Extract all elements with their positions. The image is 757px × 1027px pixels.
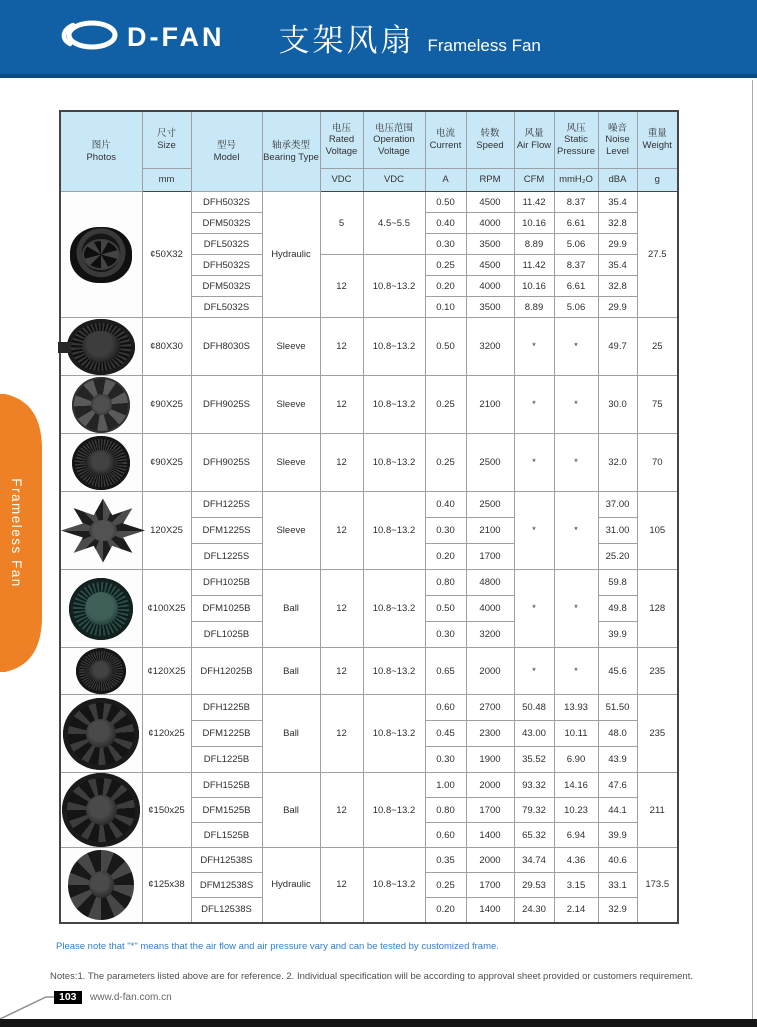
air-flow-cell: 29.53: [514, 873, 554, 898]
speed-cell: 1700: [466, 873, 514, 898]
speed-cell: 2000: [466, 848, 514, 873]
air-flow-cell: 8.89: [514, 234, 554, 255]
size-cell: ¢100X25: [142, 570, 191, 648]
size-cell: 120X25: [142, 492, 191, 570]
operation-voltage-cell: 10.8~13.2: [363, 376, 425, 434]
weight-cell: 70: [637, 434, 678, 492]
operation-voltage-cell: 10.8~13.2: [363, 318, 425, 376]
current-cell: 0.60: [425, 695, 466, 721]
logo-swoosh-icon: [60, 17, 120, 58]
air-flow-cell: 11.42: [514, 255, 554, 276]
current-cell: 0.30: [425, 747, 466, 773]
size-cell: ¢120X25: [142, 648, 191, 695]
speed-cell: 2700: [466, 695, 514, 721]
current-cell: 0.65: [425, 648, 466, 695]
model-cell: DFH1525B: [191, 773, 262, 798]
static-pressure-cell: 4.36: [554, 848, 598, 873]
air-flow-cell: 10.16: [514, 276, 554, 297]
col-speed: 转数 Speed: [466, 111, 514, 169]
static-pressure-cell: *: [554, 570, 598, 648]
size-cell: ¢90X25: [142, 376, 191, 434]
static-pressure-cell: 14.16: [554, 773, 598, 798]
noise-cell: 32.9: [598, 898, 637, 923]
bearing-cell: Ball: [262, 648, 320, 695]
col-operation-voltage: 电压范围 Operation Voltage: [363, 111, 425, 169]
fan-photo-cell: [60, 376, 142, 434]
size-cell: ¢150x25: [142, 773, 191, 848]
bearing-cell: Hydraulic: [262, 848, 320, 923]
speed-cell: 2000: [466, 648, 514, 695]
current-cell: 0.80: [425, 798, 466, 823]
model-cell: DFH9025S: [191, 376, 262, 434]
noise-cell: 39.9: [598, 823, 637, 848]
static-pressure-cell: *: [554, 434, 598, 492]
weight-cell: 173.5: [637, 848, 678, 923]
current-cell: 1.00: [425, 773, 466, 798]
col-noise-level: 噪音 Noise Level: [598, 111, 637, 169]
unit-rpm: RPM: [466, 169, 514, 192]
current-cell: 0.25: [425, 873, 466, 898]
speed-cell: 2500: [466, 434, 514, 492]
speed-cell: 3200: [466, 318, 514, 376]
round-ribbed-fan-photo: [72, 436, 130, 490]
col-current: 电流 Current: [425, 111, 466, 169]
speed-cell: 4000: [466, 596, 514, 622]
noise-cell: 43.9: [598, 747, 637, 773]
speed-cell: 2100: [466, 376, 514, 434]
static-pressure-cell: 6.61: [554, 213, 598, 234]
air-flow-cell: *: [514, 434, 554, 492]
fan-photo-cell: [60, 192, 142, 318]
current-cell: 0.10: [425, 297, 466, 318]
website-url: www.d-fan.com.cn: [90, 992, 172, 1003]
noise-cell: 47.6: [598, 773, 637, 798]
current-cell: 0.25: [425, 376, 466, 434]
model-cell: DFM1225S: [191, 518, 262, 544]
fan-photo-cell: [60, 773, 142, 848]
speed-cell: 2500: [466, 492, 514, 518]
star-blade-fan-photo: [61, 499, 145, 563]
col-static-pressure: 风压 Static Pressure: [554, 111, 598, 169]
noise-cell: 40.6: [598, 848, 637, 873]
speed-cell: 4500: [466, 255, 514, 276]
logo-text: D-FAN: [127, 21, 225, 52]
operation-voltage-cell: 10.8~13.2: [363, 434, 425, 492]
weight-cell: 75: [637, 376, 678, 434]
page-number-badge: 103: [54, 991, 82, 1004]
noise-cell: 32.0: [598, 434, 637, 492]
page-title: [279, 15, 541, 60]
static-pressure-cell: *: [554, 318, 598, 376]
top-banner: [0, 0, 757, 78]
bearing-cell: Ball: [262, 695, 320, 773]
static-pressure-cell: 2.14: [554, 898, 598, 923]
model-cell: DFL12538S: [191, 898, 262, 923]
speed-cell: 2300: [466, 721, 514, 747]
title-chinese: 支架风扇: [278, 22, 415, 58]
bearing-cell: Sleeve: [262, 492, 320, 570]
round-swirl-fan-photo: [63, 698, 139, 770]
static-pressure-cell: 3.15: [554, 873, 598, 898]
fan-photo-cell: [60, 434, 142, 492]
unit-mmh2o: mmH₂O: [554, 169, 598, 192]
model-cell: DFH1225S: [191, 492, 262, 518]
current-cell: 0.50: [425, 192, 466, 213]
static-pressure-cell: 13.93: [554, 695, 598, 721]
unit-g: g: [637, 169, 678, 192]
rated-voltage-cell: 12: [320, 434, 363, 492]
operation-voltage-cell: 10.8~13.2: [363, 255, 425, 318]
current-cell: 0.30: [425, 622, 466, 648]
noise-cell: 48.0: [598, 721, 637, 747]
model-cell: DFM1225B: [191, 721, 262, 747]
rated-voltage-cell: 12: [320, 695, 363, 773]
round-teal-fan-photo: [69, 578, 133, 640]
current-cell: 0.20: [425, 898, 466, 923]
fan-photo-cell: [60, 648, 142, 695]
noise-cell: 35.4: [598, 192, 637, 213]
rated-voltage-cell: 12: [320, 318, 363, 376]
speed-cell: 3500: [466, 234, 514, 255]
model-cell: DFH1025B: [191, 570, 262, 596]
current-cell: 0.45: [425, 721, 466, 747]
model-cell: DFH12025B: [191, 648, 262, 695]
fan-photo-cell: [60, 695, 142, 773]
noise-cell: 33.1: [598, 873, 637, 898]
bearing-cell: Hydraulic: [262, 192, 320, 318]
model-cell: DFH1225B: [191, 695, 262, 721]
round-swirl-fan-photo: [62, 773, 140, 847]
centrifugal-impeller-fan-photo: [70, 227, 132, 283]
speed-cell: 2100: [466, 518, 514, 544]
model-cell: DFH5032S: [191, 192, 262, 213]
static-pressure-cell: 5.06: [554, 234, 598, 255]
noise-cell: 35.4: [598, 255, 637, 276]
noise-cell: 25.20: [598, 544, 637, 570]
speed-cell: 1900: [466, 747, 514, 773]
speed-cell: 1700: [466, 798, 514, 823]
current-cell: 0.80: [425, 570, 466, 596]
model-cell: DFM5032S: [191, 213, 262, 234]
col-weight: 重量 Weight: [637, 111, 678, 169]
air-flow-cell: *: [514, 492, 554, 570]
speed-cell: 2000: [466, 773, 514, 798]
operation-voltage-cell: 4.5~5.5: [363, 192, 425, 255]
operation-voltage-cell: 10.8~13.2: [363, 695, 425, 773]
model-cell: DFH5032S: [191, 255, 262, 276]
model-cell: DFL1525B: [191, 823, 262, 848]
noise-cell: 39.9: [598, 622, 637, 648]
col-bearing-type: 轴承类型 Bearing Type: [262, 111, 320, 192]
rated-voltage-cell: 12: [320, 773, 363, 848]
col-air-flow: 风量 Air Flow: [514, 111, 554, 169]
current-cell: 0.25: [425, 255, 466, 276]
rated-voltage-cell: 12: [320, 848, 363, 923]
static-pressure-cell: *: [554, 648, 598, 695]
weight-cell: 105: [637, 492, 678, 570]
static-pressure-cell: 5.06: [554, 297, 598, 318]
fan-photo-cell: [60, 492, 142, 570]
current-cell: 0.35: [425, 848, 466, 873]
fan-photo-cell: [60, 318, 142, 376]
air-flow-cell: 24.30: [514, 898, 554, 923]
current-cell: 0.50: [425, 596, 466, 622]
model-cell: DFM5032S: [191, 276, 262, 297]
operation-voltage-cell: 10.8~13.2: [363, 773, 425, 848]
air-flow-cell: *: [514, 376, 554, 434]
col-rated-voltage: 电压 Rated Voltage: [320, 111, 363, 169]
weight-cell: 27.5: [637, 192, 678, 318]
air-flow-cell: 50.48: [514, 695, 554, 721]
operation-voltage-cell: 10.8~13.2: [363, 492, 425, 570]
model-cell: DFL5032S: [191, 297, 262, 318]
speed-cell: 1400: [466, 898, 514, 923]
air-flow-cell: *: [514, 318, 554, 376]
model-cell: DFM12538S: [191, 873, 262, 898]
unit-a: A: [425, 169, 466, 192]
bearing-cell: Sleeve: [262, 434, 320, 492]
weight-cell: 211: [637, 773, 678, 848]
air-flow-cell: 10.16: [514, 213, 554, 234]
model-cell: DFL5032S: [191, 234, 262, 255]
axial-swept-fan-photo: [68, 850, 134, 920]
static-pressure-cell: 6.61: [554, 276, 598, 297]
model-cell: DFL1025B: [191, 622, 262, 648]
air-flow-cell: 43.00: [514, 721, 554, 747]
rated-voltage-cell: 12: [320, 570, 363, 648]
current-cell: 0.25: [425, 434, 466, 492]
noise-cell: 31.00: [598, 518, 637, 544]
rated-voltage-cell: 12: [320, 648, 363, 695]
speed-cell: 4000: [466, 276, 514, 297]
air-flow-cell: 65.32: [514, 823, 554, 848]
current-cell: 0.30: [425, 234, 466, 255]
current-cell: 0.40: [425, 492, 466, 518]
page-edge-rule: [752, 80, 753, 1019]
weight-cell: 235: [637, 695, 678, 773]
static-pressure-cell: 10.23: [554, 798, 598, 823]
noise-cell: 45.6: [598, 648, 637, 695]
speed-cell: 3500: [466, 297, 514, 318]
col-photos: 图片 Photos: [60, 111, 142, 192]
noise-cell: 59.8: [598, 570, 637, 596]
static-pressure-cell: *: [554, 376, 598, 434]
weight-cell: 25: [637, 318, 678, 376]
bearing-cell: Ball: [262, 570, 320, 648]
fan-photo-cell: [60, 570, 142, 648]
air-flow-cell: 34.74: [514, 848, 554, 873]
air-flow-cell: *: [514, 648, 554, 695]
current-cell: 0.20: [425, 276, 466, 297]
col-model: 型号 Model: [191, 111, 262, 192]
fan-spec-table: [59, 110, 679, 924]
unit-vdc-rated: VDC: [320, 169, 363, 192]
model-cell: DFL1225S: [191, 544, 262, 570]
current-cell: 0.40: [425, 213, 466, 234]
rated-voltage-cell: 12: [320, 492, 363, 570]
unit-cfm: CFM: [514, 169, 554, 192]
speed-cell: 4800: [466, 570, 514, 596]
size-cell: ¢80X30: [142, 318, 191, 376]
speed-cell: 4000: [466, 213, 514, 234]
operation-voltage-cell: 10.8~13.2: [363, 570, 425, 648]
model-cell: DFM1025B: [191, 596, 262, 622]
size-cell: ¢50X32: [142, 192, 191, 318]
static-pressure-cell: 8.37: [554, 255, 598, 276]
noise-cell: 29.9: [598, 234, 637, 255]
static-pressure-cell: 6.94: [554, 823, 598, 848]
static-pressure-cell: 10.11: [554, 721, 598, 747]
air-flow-cell: *: [514, 570, 554, 648]
noise-cell: 32.8: [598, 213, 637, 234]
air-flow-cell: 93.32: [514, 773, 554, 798]
operation-voltage-cell: 10.8~13.2: [363, 648, 425, 695]
dfan-logo: [60, 17, 225, 58]
weight-cell: 235: [637, 648, 678, 695]
air-flow-cell: 79.32: [514, 798, 554, 823]
bottom-bar: [0, 1019, 757, 1027]
rated-voltage-cell: 5: [320, 192, 363, 255]
bearing-cell: Ball: [262, 773, 320, 848]
noise-cell: 51.50: [598, 695, 637, 721]
speed-cell: 1700: [466, 544, 514, 570]
air-flow-cell: 8.89: [514, 297, 554, 318]
static-pressure-cell: 6.90: [554, 747, 598, 773]
operation-voltage-cell: 10.8~13.2: [363, 848, 425, 923]
size-cell: ¢125x38: [142, 848, 191, 923]
speed-cell: 4500: [466, 192, 514, 213]
current-cell: 0.30: [425, 518, 466, 544]
noise-cell: 37.00: [598, 492, 637, 518]
blower-fan-photo: [67, 319, 135, 375]
air-flow-cell: 11.42: [514, 192, 554, 213]
model-cell: DFH9025S: [191, 434, 262, 492]
current-cell: 0.20: [425, 544, 466, 570]
size-cell: ¢90X25: [142, 434, 191, 492]
noise-cell: 49.7: [598, 318, 637, 376]
side-tab-frameless-fan: [0, 394, 44, 672]
model-cell: DFL1225B: [191, 747, 262, 773]
model-cell: DFM1525B: [191, 798, 262, 823]
model-cell: DFH12538S: [191, 848, 262, 873]
speed-cell: 1400: [466, 823, 514, 848]
axial-7-blade-fan-photo: [72, 377, 130, 433]
size-cell: ¢120x25: [142, 695, 191, 773]
round-ribbed-fan-photo: [76, 648, 126, 694]
note-parameters: Notes:1. The parameters listed above are for reference. 2. Individual specification will be according to approval sheet provided or customers requirement.: [50, 971, 693, 982]
noise-cell: 32.8: [598, 276, 637, 297]
unit-dba: dBA: [598, 169, 637, 192]
noise-cell: 29.9: [598, 297, 637, 318]
current-cell: 0.50: [425, 318, 466, 376]
speed-cell: 3200: [466, 622, 514, 648]
noise-cell: 49.8: [598, 596, 637, 622]
model-cell: DFH8030S: [191, 318, 262, 376]
static-pressure-cell: *: [554, 492, 598, 570]
title-english: Frameless Fan: [427, 35, 541, 55]
noise-cell: 44.1: [598, 798, 637, 823]
bearing-cell: Sleeve: [262, 376, 320, 434]
note-asterisk: Please note that "*" means that the air flow and air pressure vary and can be tested by customized frame.: [56, 941, 499, 952]
col-size: 尺寸 Size: [142, 111, 191, 169]
unit-mm: mm: [142, 169, 191, 192]
static-pressure-cell: 8.37: [554, 192, 598, 213]
unit-vdc-operation: VDC: [363, 169, 425, 192]
noise-cell: 30.0: [598, 376, 637, 434]
fan-photo-cell: [60, 848, 142, 923]
air-flow-cell: 35.52: [514, 747, 554, 773]
weight-cell: 128: [637, 570, 678, 648]
bearing-cell: Sleeve: [262, 318, 320, 376]
current-cell: 0.60: [425, 823, 466, 848]
tab-label: Frameless Fan: [9, 478, 24, 588]
rated-voltage-cell: 12: [320, 255, 363, 318]
rated-voltage-cell: 12: [320, 376, 363, 434]
